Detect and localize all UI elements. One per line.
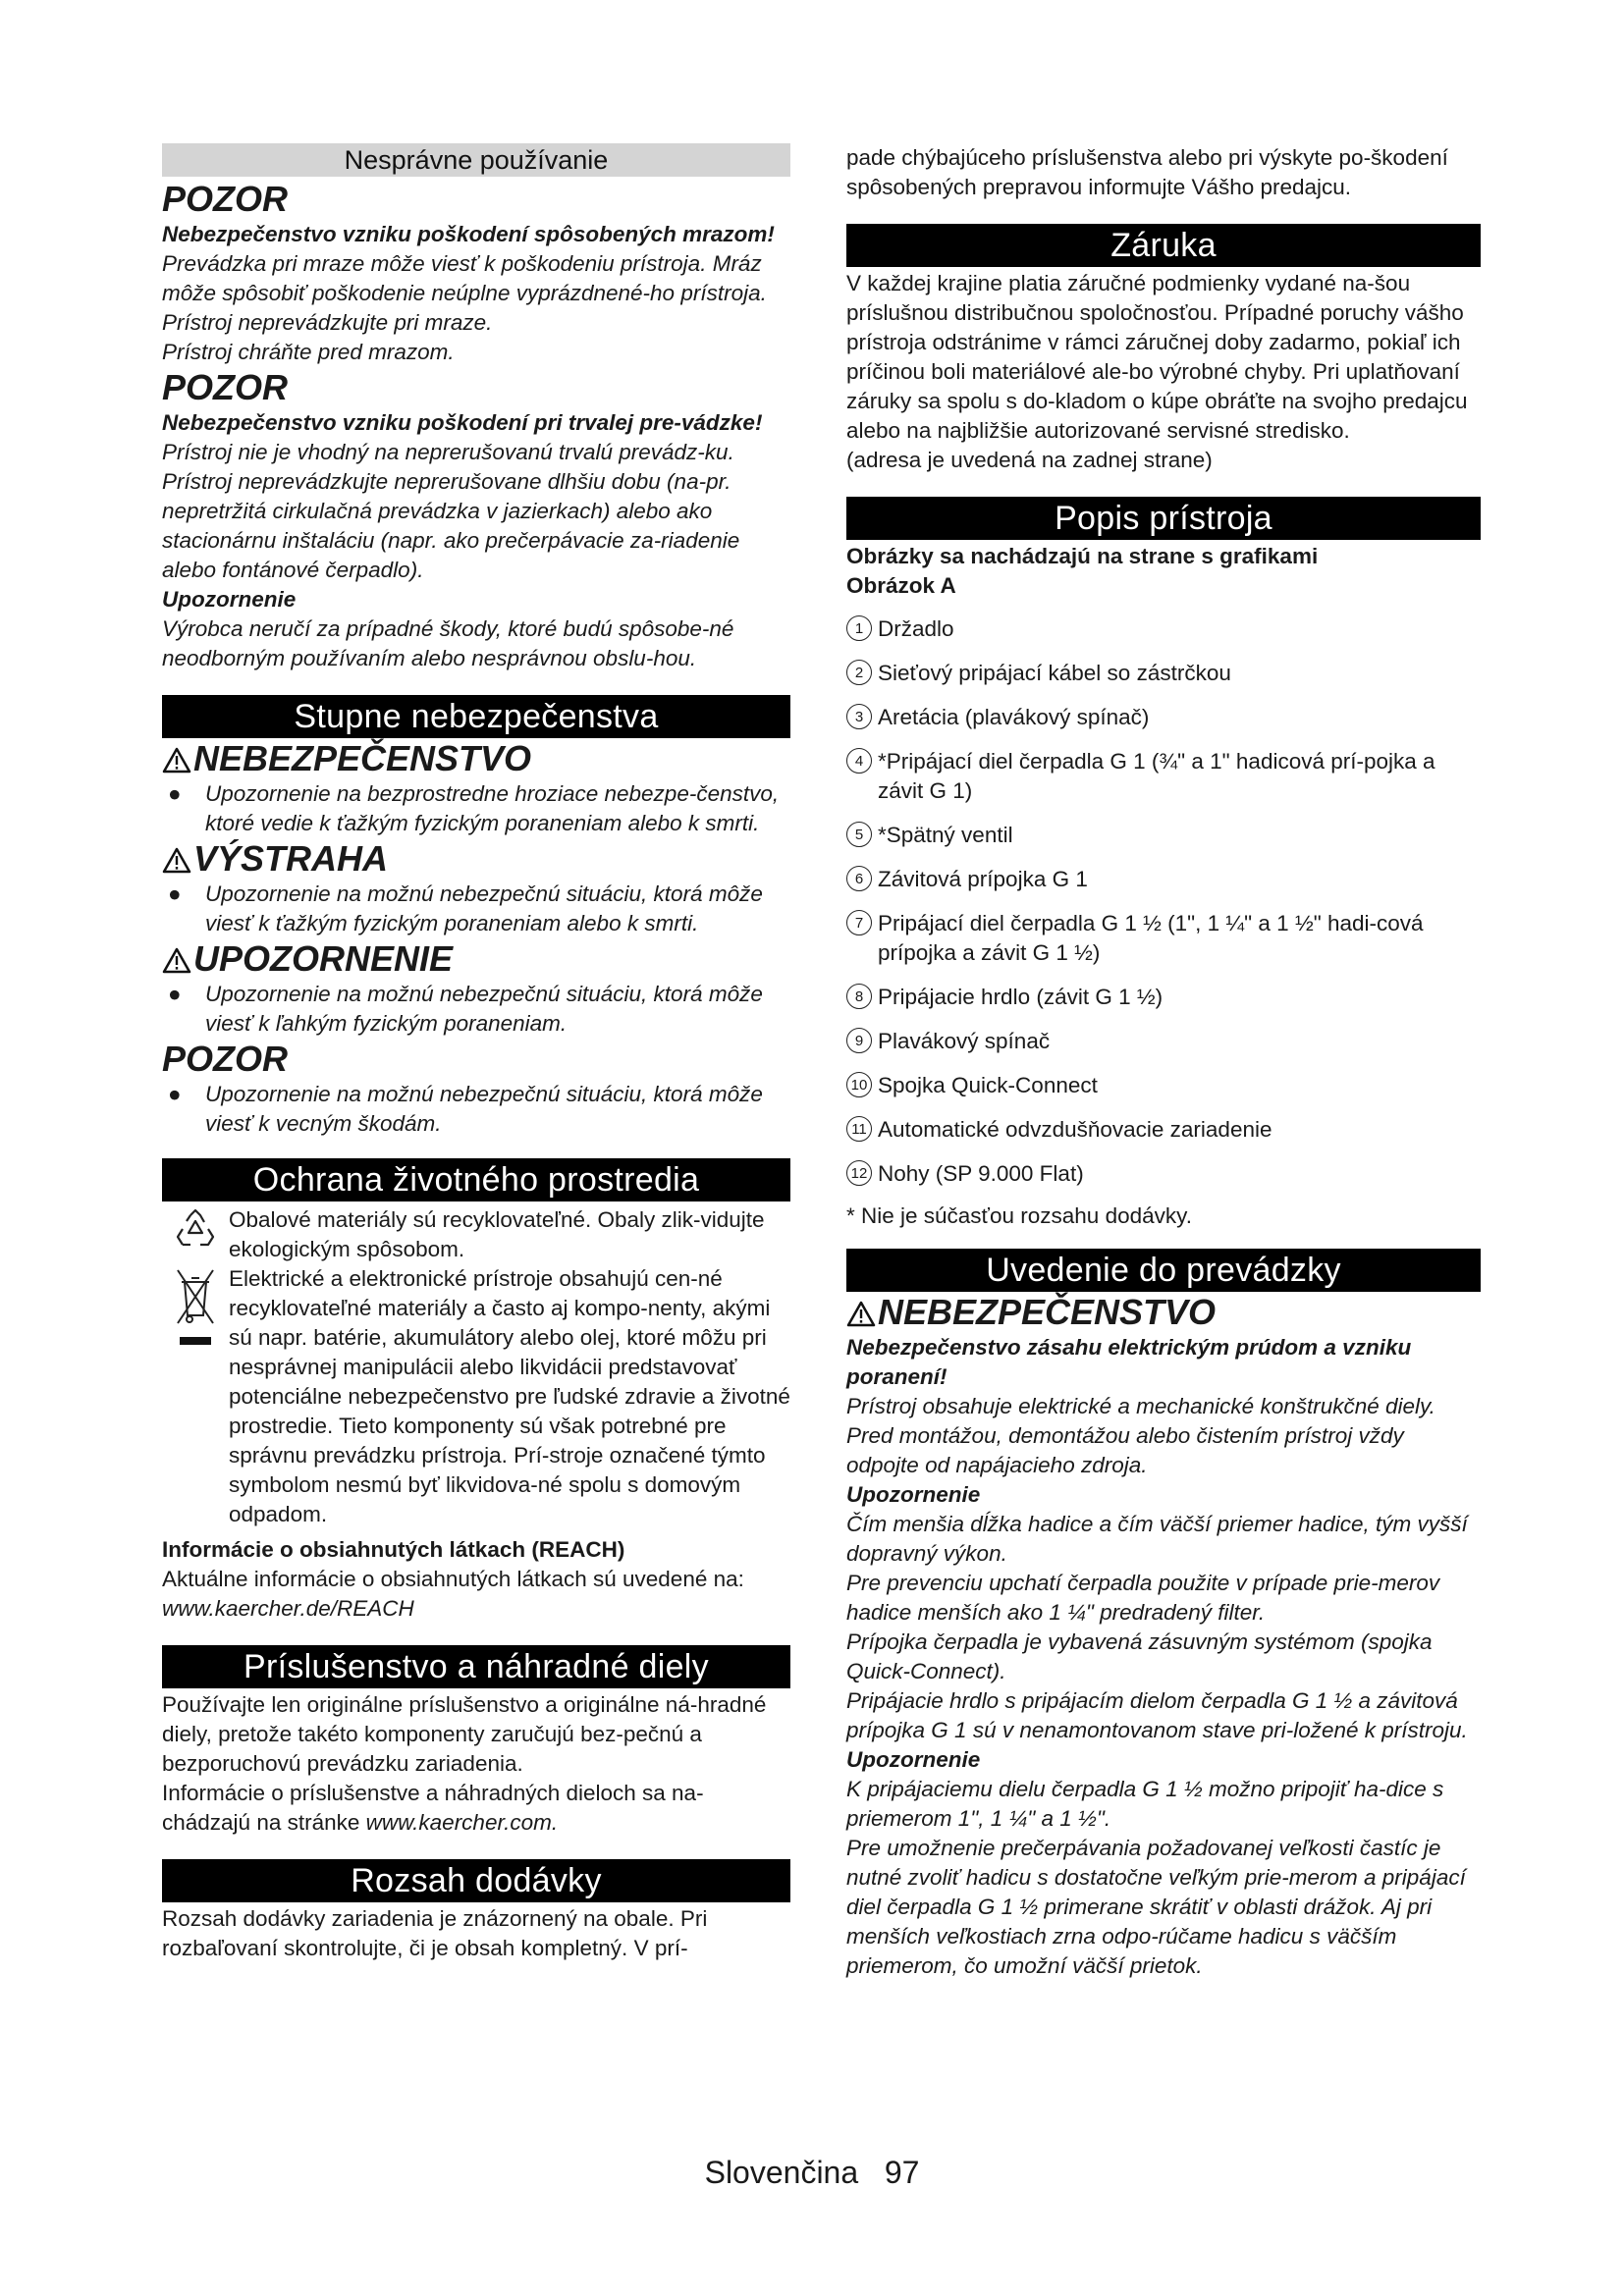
part-name: Pripájacie hrdlo (závit G 1 ½) (878, 985, 1164, 1009)
section-heading-description: Popis prístroja (846, 497, 1481, 540)
note-text: Čím menšia dĺžka hadice a čím väčší priemer hadice, tým vyšší dopravný výkon. (846, 1512, 1468, 1566)
part-name: *Spätný ventil (878, 823, 1013, 847)
part-name: Nohy (SP 9.000 Flat) (878, 1161, 1084, 1186)
warning-description: ● Upozornenie na možnú nebezpečnú situáciu, ktorá môže viesť k ťažkým fyzickým poraneniam alebo k smrti. (168, 881, 763, 935)
part-number-badge: 2 (846, 660, 872, 685)
page-number: 97 (884, 2155, 920, 2190)
page-footer (0, 2153, 1624, 2192)
reach-link[interactable]: www.kaercher.de/REACH (162, 1596, 414, 1621)
note-text: K pripájaciemu dielu čerpadla G 1 ½ možno pripojiť ha-dice s priemerom 1", 1 ¼" a 1 ½". (846, 1777, 1444, 1831)
section-heading-startup: Uvedenie do prevádzky (846, 1249, 1481, 1292)
note-label: Upozornenie (846, 1482, 981, 1507)
note-text: Pripájacie hrdlo s pripájacím dielom čerpadla G 1 ½ a závitová prípojka G 1 sú v nenamontovanom stave pri-ložené k prístroju. (846, 1688, 1468, 1742)
footer-language: Slovenčina (704, 2155, 859, 2190)
warning-triangle-icon (162, 747, 191, 774)
scope-text: Rozsah dodávky zariadenia je znázornený na obale. Pri rozbaľovaní skontrolujte, či je obsah kompletný. V prí- (162, 1906, 708, 1960)
warning-triangle-icon (846, 1301, 876, 1327)
caution-level-label: UPOZORNENIE (193, 938, 454, 979)
section-heading-danger-levels: Stupne nebezpečenstva (162, 695, 790, 738)
part-name: Závitová prípojka G 1 (878, 867, 1088, 891)
section-heading-misuse: Nesprávne používanie (162, 143, 790, 177)
frost-warning-line: Prístroj neprevádzkujte pri mraze. (162, 310, 493, 335)
part-number-badge: 6 (846, 866, 872, 891)
items-footnote: * Nie je súčasťou rozsahu dodávky. (846, 1203, 1192, 1228)
figure-label: Obrázok A (846, 573, 956, 598)
kaercher-link[interactable]: www.kaercher.com. (365, 1810, 559, 1835)
part-name: Plavákový spínač (878, 1029, 1051, 1053)
shock-warning-text: Prístroj obsahuje elektrické a mechanické konštrukčné diely. (846, 1394, 1435, 1418)
caution-label: POZOR (162, 367, 289, 407)
warning-triangle-icon (162, 947, 191, 974)
startup-danger-label: NEBEZPEČENSTVO (878, 1292, 1217, 1332)
warning-triangle-icon (162, 847, 191, 874)
right-column (846, 143, 1481, 1981)
warranty-text: V každej krajine platia záručné podmienky vydané na-šou príslušnou distribučnou spoločnosťou. Prípadné poruchy vášho prístroja odstránime v rámci záručnej doby zadarmo, pokiaľ ich príčinou boli materiálové ale-bo výrobné chyby. Pri uplatňovaní záruky sa spolu s do-kladom o kúpe obráťte na svojho predajcu alebo na najbližšie autorizované servisné stredisko. (846, 271, 1468, 443)
recycling-icon (173, 1207, 218, 1253)
part-number-badge: 10 (846, 1072, 872, 1097)
section-heading-environment: Ochrana životného prostredia (162, 1158, 790, 1201)
part-name: Aretácia (plavákový spínač) (878, 705, 1150, 729)
shock-warning-title: Nebezpečenstvo zásahu elektrickým prúdom a vzniku poranení! (846, 1335, 1412, 1389)
part-list-item (846, 614, 1481, 644)
notice-heading: POZOR (162, 1039, 289, 1079)
weee-row (162, 1264, 790, 1529)
warning-heading (162, 838, 790, 880)
reach-title: Informácie o obsiahnutých látkach (REACH) (162, 1537, 625, 1562)
accessories-info: Informácie o príslušenstve a náhradných dieloch sa na-chádzajú na stránke www.kaercher.com. (162, 1781, 704, 1835)
part-number-badge: 9 (846, 1028, 872, 1053)
danger-description: ● Upozornenie na bezprostredne hroziace nebezpe-čenstvo, ktoré vedie k ťažkým fyzickým poraneniam alebo k smrti. (168, 781, 780, 835)
part-name: Pripájací diel čerpadla G 1 ½ (1", 1 ¼" a 1 ½" hadi-cová prípojka a závit G 1 ½) (878, 911, 1424, 965)
note-text: Pre prevenciu upchatí čerpadla použite v prípade prie-merov hadice menších ako 1 ¼" predradený filter. (846, 1571, 1440, 1625)
packaging-recycling-text: Obalové materiály sú recyklovateľné. Obaly zlik-vidujte ekologickým spôsobom. (229, 1207, 765, 1261)
note-text: Pre umožnenie prečerpávania požadovanej veľkosti častíc je nutné zvoliť hadicu s dostatočne veľkým prie-merom a pripájací diel čerpadla G 1 ½ primerane skrátiť v oblasti drážok. Aj pri menších veľkostiach zrna odpo-rúčame hadicu s väčším priemerom, čo umožní väčší prietok. (846, 1836, 1466, 1978)
reach-text: Aktuálne informácie o obsiahnutých látkach sú uvedené na: www.kaercher.de/REACH (162, 1567, 744, 1621)
continuous-operation-title: Nebezpečenstvo vzniku poškodení pri trvalej pre-vádzke! (162, 410, 763, 435)
frost-warning-title: Nebezpečenstvo vzniku poškodení spôsobených mrazom! (162, 222, 775, 246)
note-text: Prípojka čerpadla je vybavená zásuvným systémom (spojka Quick-Connect). (846, 1629, 1433, 1683)
part-number-badge: 1 (846, 615, 872, 641)
warranty-address-note: (adresa je uvedená na zadnej strane) (846, 448, 1213, 472)
part-number-badge: 3 (846, 704, 872, 729)
part-name: *Pripájací diel čerpadla G 1 (¾" a 1" hadicová prí-pojka a závit G 1) (878, 749, 1435, 803)
part-name: Spojka Quick-Connect (878, 1073, 1098, 1097)
left-column (162, 143, 790, 1963)
part-list-item (846, 1027, 1481, 1056)
frost-warning-text: Prevádzka pri mraze môže viesť k poškodeniu prístroja. Mráz môže spôsobiť poškodenie neúplne vyprázdnené-ho prístroja. (162, 251, 767, 305)
part-number-badge: 12 (846, 1160, 872, 1186)
note-label: Upozornenie (162, 587, 297, 612)
part-number-badge: 8 (846, 984, 872, 1009)
part-list-item (846, 703, 1481, 732)
shock-warning-text: Pred montážou, demontážou alebo čistením prístroj vždy odpojte od napájacieho zdroja. (846, 1423, 1404, 1477)
part-number-badge: 7 (846, 910, 872, 935)
section-heading-warranty: Záruka (846, 224, 1481, 267)
part-list-item (846, 1071, 1481, 1100)
packaging-recycling-row (162, 1205, 790, 1264)
danger-label: NEBEZPEČENSTVO (193, 738, 532, 778)
scope-continued-text: pade chýbajúceho príslušenstva alebo pri výskyte po-škodení spôsobených prepravou informujte Vášho predajcu. (846, 145, 1448, 199)
frost-warning-line: Prístroj chráňte pred mrazom. (162, 340, 455, 364)
crossed-bin-icon (174, 1266, 217, 1351)
part-name: Držadlo (878, 616, 954, 641)
continuous-operation-text: Prístroj nie je vhodný na neprerušovanú trvalú prevádz-ku. (162, 440, 734, 464)
part-list-item (846, 747, 1481, 806)
continuous-operation-text: Prístroj neprevádzkujte neprerušovane dlhšiu dobu (na-pr. nepretržitá cirkulačná prevádzka v jazierkach) alebo ako stacionárnu inštaláciu (napr. ako prečerpávacie za-riadenie alebo fontánové čerpadlo). (162, 469, 740, 582)
notice-description: ● Upozornenie na možnú nebezpečnú situáciu, ktorá môže viesť k vecným škodám. (168, 1082, 763, 1136)
caution-label: POZOR (162, 179, 289, 219)
part-name: Sieťový pripájací kábel so zástrčkou (878, 661, 1231, 685)
part-list-item (846, 821, 1481, 850)
part-number-badge: 11 (846, 1116, 872, 1142)
startup-danger-heading (846, 1292, 1481, 1333)
caution-heading (162, 938, 790, 980)
part-name: Automatické odvzdušňovacie zariadenie (878, 1117, 1272, 1142)
section-heading-scope: Rozsah dodávky (162, 1859, 790, 1902)
part-list (846, 614, 1481, 1189)
note-label: Upozornenie (846, 1747, 981, 1772)
weee-text-start: Elektrické a elektronické prístroje obsahujú cen-né recyklovateľné materiály a často aj kompo-nenty, akými sú napr. batérie, akumulátory alebo olej, ktoré môžu pri nesprávnej manipulácii alebo likvidácii predstavovať potenciálne nebezpečenstvo pre ľudské zdravie a životné prostredie. Tieto komponenty sú však potrebné pre správnu prevádzku prístroja. Prí-stroje označené týmto symbolom nesmú byť likvidova-né spolu s domovým odpadom. (229, 1266, 790, 1526)
figure-note: Obrázky sa nachádzajú na strane s grafikami (846, 544, 1319, 568)
part-list-item (846, 909, 1481, 968)
part-list-item (846, 865, 1481, 894)
caution-description: ● Upozornenie na možnú nebezpečnú situáciu, ktorá môže viesť k ľahkým fyzickým poraneniam. (168, 982, 763, 1036)
part-list-item (846, 1115, 1481, 1145)
part-list-item (846, 983, 1481, 1012)
part-number-badge: 5 (846, 822, 872, 847)
danger-heading (162, 738, 790, 779)
part-number-badge: 4 (846, 748, 872, 774)
part-list-item (846, 659, 1481, 688)
section-heading-accessories: Príslušenstvo a náhradné diely (162, 1645, 790, 1688)
warning-label: VÝSTRAHA (193, 838, 389, 879)
part-list-item (846, 1159, 1481, 1189)
accessories-text: Používajte len originálne príslušenstvo a originálne ná-hradné diely, pretože takéto komponenty zaručujú bez-pečnú a bezporuchovú prevádzku zariadenia. (162, 1692, 767, 1776)
note-text: Výrobca neručí za prípadné škody, ktoré budú spôsobe-né neodborným používaním alebo nesprávnou obslu-hou. (162, 616, 734, 670)
